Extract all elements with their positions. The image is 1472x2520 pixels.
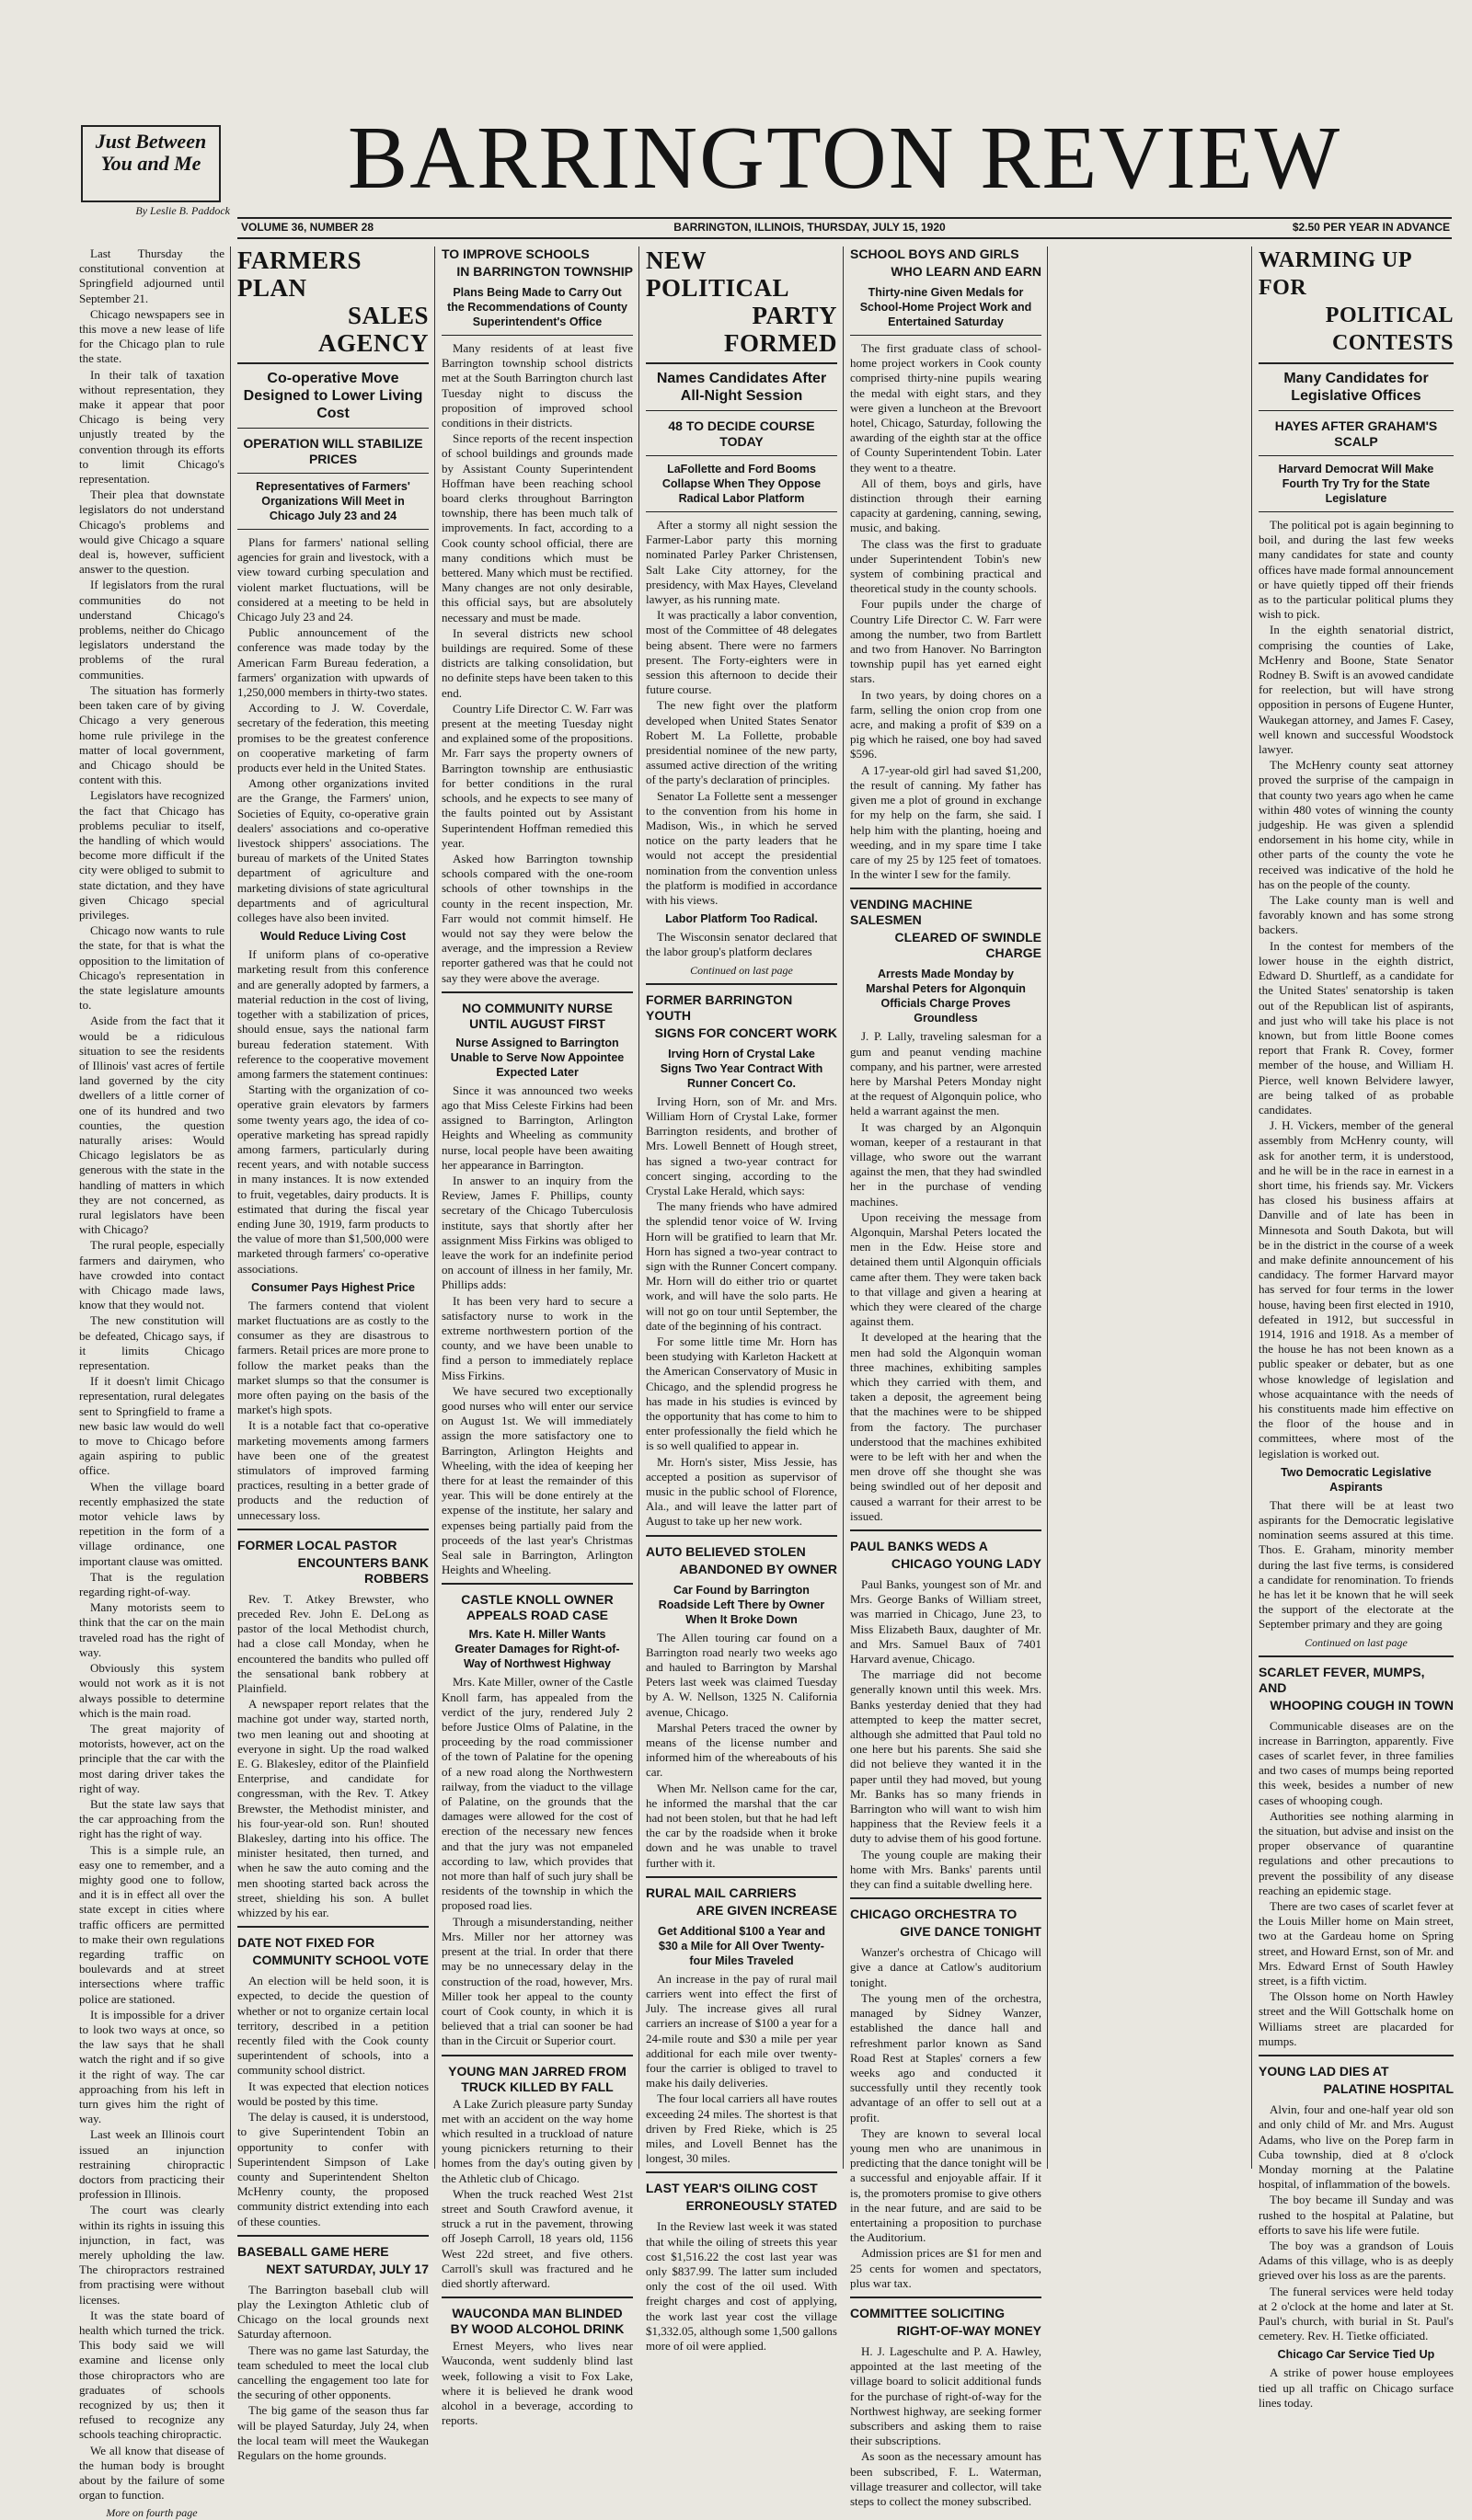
- col2-p2: [237, 947, 429, 1276]
- paragraph: The marriage did not become generally known until this week. Mrs. Banks yesterday denied that they had attempted to keep the matter secret, although she admitted that Paul told no one here but his parents. She said she did not believe they wanted it in the paper until they had moved, but young Mr. Banks has so many friends in Barrington who will want to wish him happiness that the Review feels it a duty to advise them of his good fortune.: [850, 1667, 1041, 1846]
- col4-p4: [646, 1631, 837, 1871]
- paragraph: In two years, by doing chores on a farm, selling the onion crop from one acre, and making a profit of $39 on a pig which he raised, one boy had saved $596.: [850, 687, 1041, 762]
- paragraph: Plans for farmers' national selling agencies for grain and livestock, with a view toward curbing speculation and violent market fluctuations, will be considered at a meeting to be held in Chicago July 23 and 24.: [237, 535, 429, 624]
- paragraph: The Wisconsin senator declared that the labor group's platform declares: [646, 930, 837, 959]
- paragraph: Communicable diseases are on the increase in Barrington, apparently. Five cases of scarlet fever, in three families and two cases of mumps being reported this week, besides a number of new cases of whooping cough.: [1259, 1718, 1454, 1807]
- paragraph: Public announcement of the conference was made today by the American Farm Bureau federation, a farmers' organization with upwards of 1,250,000 members in thirty-two states.: [237, 625, 429, 700]
- paragraph: Many residents of at least five Barrington township school districts met at the South Barrington church last Tuesday night to discuss the proposition of improved school conditions in their districts.: [442, 341, 633, 430]
- paragraph: Marshal Peters traced the owner by means of the license number and informed him of the whereabouts of his car.: [646, 1720, 837, 1780]
- col2-deck-2: OPERATION WILL STABILIZE PRICES: [243, 436, 423, 466]
- paragraph: Through a misunderstanding, neither Mrs. Miller nor her attorney was present at the trial. In order that there may be no unnecessary delay in the construction of the road, however, Mrs. Miller took her appeal to the county court of Cook county, in which it is believed that a trial can sooner be had than in the Circuit or Superior court.: [442, 1914, 633, 2048]
- paragraph: If it doesn't limit Chicago representation, rural delegates sent to Springfield to frame a new basic law would do well to move to Chicago before again aspiring to public office.: [79, 1374, 224, 1478]
- col6-continued: Continued on last page: [1305, 1635, 1408, 1649]
- col6-headline-1: WARMING UP FOR: [1259, 248, 1411, 300]
- paragraph: The new constitution will be defeated, Chicago says, if it limits Chicago representation.: [79, 1313, 224, 1373]
- paragraph: This is a simple rule, an easy one to remember, and a mighty good one to follow, and it is in effect all over the state except in cities where traffic officers are permitted to make their own regulations regarding traffic on boulevards and at street intersections where traffic police are stationed.: [79, 1842, 224, 2006]
- paragraph: Chicago newspapers see in this move a new lease of life for the Chicago plan to rule the state.: [79, 306, 224, 366]
- paragraph: Many motorists seem to think that the car on the main traveled road has the right of way.: [79, 1600, 224, 1659]
- paragraph: We all know that disease of the human body is brought about by the failure of some organ to function.: [79, 2443, 224, 2503]
- paragraph: It was the state board of health which turned the trick. This body said we will examine and license only those chiropractors who are graduates of schools recognized by us; then it refused to recognize any schools teaching chiropractic.: [79, 2308, 224, 2442]
- col4-story5-headline-2: ERRONEOUSLY STATED: [685, 2198, 837, 2214]
- paragraph: The first graduate class of school-home project workers in Cook county comprised thirty-nine pupils wearing the medal with eight stars, and they were given a luncheon at the Brevoort hotel, Chicago, Saturday, following the awarding of the eighth star at the office of County Superintendent Tobin. Later they went to a theatre.: [850, 341, 1041, 475]
- col2-p6: [237, 2283, 429, 2463]
- col4-deck-3: LaFollette and Ford Booms Collapse When They Oppose Radical Labor Platform: [661, 463, 822, 505]
- col4-deck-3b: Car Found by Barrington Roadside Left There by Owner When It Broke Down: [658, 1583, 825, 1626]
- paragraph: Obviously this system would not work as it is not always possible to determine which is the main road.: [79, 1661, 224, 1720]
- col6-deck-1: Many Candidates for Legislative Offices: [1283, 371, 1429, 404]
- col5-headline-1: SCHOOL BOYS AND GIRLS: [850, 246, 1019, 261]
- paragraph: The delay is caused, it is understood, to give Superintendent Tobin an opportunity to confer with Superintendent Simpson of Lake county and Superintendent Shelton McHenry county, the proposed community district extending into each of these counties.: [237, 2110, 429, 2228]
- paragraph: Paul Banks, youngest son of Mr. and Mrs. George Banks of William street, was married in Chicago, June 23, to Miss Elizabeth Baux, daughter of Mr. and Mrs. Samuel Baux of 7401 Harvard avenue, Chicago.: [850, 1577, 1041, 1667]
- paragraph: When the truck reached West 21st street and South Crawford avenue, it struck a rut in the pavement, throwing off Joseph Carroll, 18 years old, 1156 West 22d street, and five others. Carroll's skull was fractured and he died shortly afterward.: [442, 2186, 633, 2290]
- masthead-price: $2.50 PER YEAR IN ADVANCE: [1292, 221, 1450, 234]
- col5-story4-headline-1: CHICAGO ORCHESTRA TO: [850, 1907, 1018, 1922]
- paragraph: The class was the first to graduate under Superintendent Tobin's new system of combining practical and theoretical study in the county schools.: [850, 536, 1041, 596]
- col2-deck-1: Co-operative Move Designed to Lower Living Cost: [243, 371, 423, 421]
- column-rule: [843, 246, 844, 2169]
- column-rule: [1047, 246, 1048, 2169]
- col3-p5: [442, 2339, 633, 2428]
- col5-p1: [850, 341, 1041, 882]
- paragraph: It developed at the hearing that the men had sold the Algonquin woman three machines, exhibiting samples which they carried with them, and taken a deposit, the agreement being that the machines were to be shipped from the factory. The purchaser understood that the machines exhibited were to be left with her and when the men drove off she thought she was being swindled out of her deposit and caused a warrant for their arrest to be issued.: [850, 1330, 1041, 1523]
- paragraph: The court was clearly within its rights in issuing this injunction, in fact, was merely upholding the law. The chiropractors restrained from practising were without licenses.: [79, 2203, 224, 2307]
- masthead-title: BARRINGTON REVIEW: [347, 109, 1342, 208]
- column-4: [646, 246, 837, 2354]
- paragraph: Admission prices are $1 for men and 25 cents for women and spectators, plus war tax.: [850, 2246, 1041, 2290]
- col4-story3-headline-2: ABANDONED BY OWNER: [679, 1561, 837, 1576]
- col6-story3-headline-2: PALATINE HOSPITAL: [1323, 2081, 1454, 2097]
- paragraph: Last Thursday the constitutional convention at Springfield adjourned until September 21.: [79, 246, 224, 305]
- column-rule: [434, 246, 435, 2169]
- col5-headline-2: WHO LEARN AND EARN: [891, 264, 1041, 279]
- col4-deck-4b: Get Additional $100 a Year and $30 a Mile for All Over Twenty-four Miles Traveled: [657, 1924, 825, 1967]
- col2-story3-headline-2: COMMUNITY SCHOOL VOTE: [252, 1953, 429, 1968]
- paragraph: The Barrington baseball club will play the Lexington Athletic club of Chicago on the local grounds next Saturday afternoon.: [237, 2282, 429, 2342]
- col4-story2-headline-1: FORMER BARRINGTON YOUTH: [646, 991, 793, 1023]
- paragraph: The boy was a grandson of Louis Adams of this village, who is as deeply grieved over his loss as are the parents.: [1259, 2238, 1454, 2283]
- paragraph: That is the regulation regarding right-of-way.: [79, 1569, 224, 1599]
- col5-deck-2b: Arrests Made Monday by Marshal Peters for Algonquin Officials Charge Proves Groundless: [866, 968, 1026, 1025]
- col3-headline-1: TO IMPROVE SCHOOLS: [442, 246, 590, 261]
- paragraph: When the village board recently emphasized the state motor vehicle laws by repetition in the form of a village ordinance, one important clause was omitted.: [79, 1479, 224, 1568]
- paragraph: The farmers contend that violent market fluctuations are as costly to the consumer as they are disastrous to farmers. Retail prices are more prone to follow the market peaks than the market slumps so that the consumer is more often paying on the basis of the market's high spots.: [237, 1298, 429, 1417]
- paragraph: It is impossible for a driver to look two ways at once, so the law says that he shall watch the right and if so give it the right of way. The car approaching from his left in turn gives him the right of way.: [79, 2007, 224, 2126]
- paragraph: There are two cases of scarlet fever at the Louis Miller home on Main street, two at the Gardeau home on Spring street, and Howard Ernst, son of Mr. and Mrs. Edward Ernst of South Hawley street, is a fifth victim.: [1259, 1899, 1454, 1988]
- paragraph: As soon as the necessary amount has been subscribed, F. L. Waterman, village treasurer and collector, will take steps to collect the money subscribed.: [850, 2449, 1041, 2508]
- paragraph: J. H. Vickers, member of the general assembly from McHenry county, will ask for another term, it is understood, and he will be in the race in earnest in a short time, his friends say. Mr. Vickers has closed his business affairs at Danville and of late has been in Minnesota and South Dakota, but will be in the district in the course of a week and make definite announcement of his candidacy. The former Harvard mayor has served for four terms in the lower house, having been first elected in 1910, defeated in 1912, but successful in 1914, 1916 and 1918. As a member of the house he has not been known as a public speaker or debater, but as one whose knowledge of legislation and whose acquaintance with the needs of his constituents made him effective on the floor of the house and in committees, where most of the legislation is worked out.: [1259, 1118, 1454, 1460]
- col2-headline-2: SALES AGENCY: [317, 302, 429, 357]
- column-rule: [230, 246, 231, 2169]
- paragraph: It has been very hard to secure a satisfactory nurse to work in the extreme northwestern portion of the county, and we have been unable to find a person to immediately replace Miss Firkins.: [442, 1293, 633, 1382]
- paragraph: After a stormy all night session the Farmer-Labor party this morning nominated Parley Parker Christensen, Salt Lake City attorney, for the presidency, with Max Hayes, Cleveland lawyer, as his running mate.: [646, 518, 837, 607]
- col2-p1: [237, 535, 429, 925]
- col1-continued: More on fourth page: [106, 2506, 198, 2520]
- paragraph: The young couple are making their home with Mrs. Banks' parents until they can find a suitable dwelling here.: [850, 1847, 1041, 1892]
- column-box: [81, 125, 221, 202]
- col6-p4: [1259, 2102, 1454, 2343]
- col2-headline-1: FARMERS PLAN: [237, 246, 362, 302]
- paragraph: The great majority of motorists, however, act on the principle that the car with the most daring driver takes the right of way.: [79, 1721, 224, 1795]
- paragraph: Alvin, four and one-half year old son and only child of Mr. and Mrs. August Adams, who live on the Porep farm in Cuba township, died at 8 o'clock Monday morning at the Palatine hospital, of inflammation of the bowels.: [1259, 2102, 1454, 2192]
- col4-deck-2: 48 TO DECIDE COURSE TODAY: [668, 418, 815, 449]
- masthead-volume: VOLUME 36, NUMBER 28: [241, 221, 374, 234]
- paragraph: In the contest for members of the lower house in the eighth district, Edward D. Shurtleff, as a candidate for the United States' senatorship is taken out of the Republican list of aspirants, and just who will take his place is not known, but from little Boone comes report that Frank R. Covey, former member of the house, and William H. Pierce, well known Belvidere lawyer, are being talked of as probable candidates.: [1259, 938, 1454, 1117]
- col2-story3-headline-1: DATE NOT FIXED FOR: [237, 1935, 375, 1951]
- col5-p4: [850, 1945, 1041, 2291]
- paragraph: The Lake county man is well and favorably known and has some strong backers.: [1259, 893, 1454, 937]
- paragraph: Four pupils under the charge of Country Life Director C. W. Farr were among the number, two from Bartlett and two from Hanover. No Barrington township pupil has yet earned eight stars.: [850, 597, 1041, 686]
- paragraph: In answer to an inquiry from the Review, James F. Phillips, county secretary of the Chicago Tuberculosis institute, says that shortly after her assignment Miss Firkins was obliged to leave the work for an indefinite period on account of illness in her family, Mr. Phillips adds:: [442, 1173, 633, 1292]
- col3-story5-headline: WAUCONDA MAN BLINDED BY WOOD ALCOHOL DRINK: [450, 2306, 625, 2337]
- paragraph: Starting with the organization of co-operative grain elevators by farmers some twenty years ago, the idea of co-operative marketing has spread rapidly among farmers, particularly during recent years, and with notable success in many instances. It is now extended to fruit, vegetables, dairy products. It is estimated that during the fiscal year ending June 30, 1919, farm products to the value of more than $1,500,000 were marketed through farmers' co-operative associations.: [237, 1082, 429, 1276]
- paragraph: The political pot is again beginning to boil, and during the last few weeks many candidates for state and county offices have made formal announcement or have quietly tipped off their friends as to the particular political plums they wish to pick.: [1259, 518, 1454, 622]
- paragraph: Chicago now wants to rule the state, for that is what the opposition to the limitation of Chicago's representation in the state legislature amounts to.: [79, 923, 224, 1013]
- col6-story2-headline-2: WHOOPING COUGH IN TOWN: [1270, 1697, 1454, 1712]
- paragraph: If uniform plans of co-operative marketing result from this conference and are generally adopted by farmers, a material reduction in the cost of living, together with a stabilization of prices, should ensue, says the national farm bureau federation statement. With reference to the cooperative movement among farmers the statement continues:: [237, 947, 429, 1081]
- paragraph: The situation has formerly been taken care of by giving Chicago a very generous home rule privilege in the matter of local government, and Chicago should be content with this.: [79, 682, 224, 787]
- col6-headline-2: POLITICAL CONTESTS: [1325, 304, 1454, 355]
- paragraph: Mr. Horn's sister, Miss Jessie, has accepted a position as supervisor of music in the public school of Florence, Ala., and will leave the latter part of August to take up her new work.: [646, 1454, 837, 1529]
- paragraph: A Lake Zurich pleasure party Sunday met with an accident on the way home which resulted in a truckload of nature young picnickers returning to their homes from the day's outing given by the Athletic club of Chicago.: [442, 2096, 633, 2185]
- paragraph: There was no game last Saturday, the team scheduled to meet the local club cancelling the engagement too late for the securing of other opponents.: [237, 2342, 429, 2402]
- paragraph: Country Life Director C. W. Farr was present at the meeting Tuesday night and explained some of the propositions. Mr. Farr says the property owners of Barrington township are enthusiastic for better conditions in the rural schools, and he expects to see many of the faults pointed out by Assistant Superintendent Hoffman remedied this year.: [442, 701, 633, 850]
- col2-story4-headline-2: NEXT SATURDAY, JULY 17: [266, 2261, 429, 2276]
- masthead-rule-top: [237, 217, 1452, 219]
- paragraph: Since reports of the recent inspection of school buildings and grounds made by Assistant County Superintendent Hoffman have been reaching school board clerks throughout Barrington township, there has been much talk of improvements. In fact, according to a Cook county school official, there are many conditions which must be bettered. Many which must be rectified. Many changes are not only desirable, this official says, but are absolutely necessary and must be made.: [442, 431, 633, 624]
- col4-deck-1: Names Candidates After All-Night Session: [656, 371, 827, 404]
- paragraph: Authorities see nothing alarming in the situation, but advise and insist on the proper observance of quarantine regulations and other precautions to prevent the possibility of any disease reaching an epidemic stage.: [1259, 1808, 1454, 1897]
- paragraph: Mrs. Kate Miller, owner of the Castle Knoll farm, has appealed from the verdict of the jury, rendered July 2 before Justice Olms of Palatine, in the proceeding by the road commissioner of the town of Palatine for the opening of a new road along the Northwestern railway, from the viaduct to the village of Palatine, on the grounds that the damages were allowed for the cost of erection of the necessary new fences and that the jury was not empaneled according to law, which provides that not more than half of such jury shall be residents of the township in which the proposed road lies.: [442, 1675, 633, 1913]
- paragraph: Upon receiving the message from Algonquin, Marshal Peters located the men in the Edw. Heise store and detained them until Algonquin officials came after them. They were taken back to that village and given a hearing at which they were cleared of the charge against them.: [850, 1209, 1041, 1329]
- col4-p5: [646, 1972, 837, 2167]
- col4-headline-2: PARTY FORMED: [724, 302, 837, 357]
- col5-story4-headline-2: GIVE DANCE TONIGHT: [900, 1924, 1041, 1940]
- col5-story3-headline-1: PAUL BANKS WEDS A: [850, 1539, 988, 1554]
- paragraph: It was practically a labor convention, most of the Committee of 48 delegates being absent. There were no farmers present. The Forty-eighters were in session this afternoon to decide their future course.: [646, 608, 837, 697]
- paragraph: An increase in the pay of rural mail carriers went into effect the first of July. The increase gives all rural carriers an increase of $100 a year for a 24-mile route and $30 a mile per year additional for each mile over twenty-four the carrier is obliged to travel to make his daily deliveries.: [646, 1971, 837, 2090]
- paragraph: When Mr. Nellson came for the car, he informed the marshal that the car had not been stolen, but that he had left the car by the roadside when it broke down and he was unable to travel further with it.: [646, 1781, 837, 1870]
- col5-story5-headline-2: RIGHT-OF-WAY MONEY: [896, 2322, 1041, 2338]
- col5-story2-headline-1: VENDING MACHINE SALESMEN: [850, 897, 973, 928]
- column-rule: [638, 246, 639, 2169]
- col2-story2-headline-2: ENCOUNTERS BANK ROBBERS: [297, 1554, 429, 1586]
- paragraph: The boy became ill Sunday and was rushed to the hospital at Palatine, but efforts to save his life were futile.: [1259, 2193, 1454, 2237]
- col4-continued: Continued on last page: [690, 963, 793, 977]
- paragraph: The rural people, especially farmers and dairymen, who have crowded into contact with Chicago made laws, know that they would not.: [79, 1238, 224, 1312]
- col3-deck-2: Nurse Assigned to Barrington Unable to Serve Now Appointee Expected Later: [450, 1036, 625, 1079]
- column-box-title-1: Just Between: [95, 130, 207, 153]
- paragraph: In their talk of taxation without representation, they make it appear that poor Chicago is being very unjustly treated by the convention through its efforts to limit Chicago's representation.: [79, 367, 224, 487]
- paragraph: A newspaper report relates that the machine got under way, started north, two men leaning out and shooting at everyone in sight. Up the road walked E. G. Blakesley, editor of the Plainfield Enterprise, and candidate for congressman, with the Rev. T. Atkey Brewster, the Methodist minister, and his four-year-old son. Run! shouted Blakesley, darting into his office. The minister hesitated, then turned, and when he saw the auto coming and the men shooting started back across the street, shielding his son. A bullet whizzed by his ear.: [237, 1697, 429, 1920]
- col3-p2: [442, 1083, 633, 1578]
- col4-story4-headline-1: RURAL MAIL CARRIERS: [646, 1884, 797, 1900]
- col6-story2-headline-1: SCARLET FEVER, MUMPS, AND: [1259, 1664, 1425, 1695]
- col4-headline-1: NEW POLITICAL: [646, 246, 790, 302]
- paragraph: Their plea that downstate legislators do not understand Chicago's problems and would give Chicago a square deal is, however, sufficient answer to the question.: [79, 487, 224, 577]
- paragraph: The Olsson home on North Hawley street and the Will Gottschalk home on Williams street are placarded for mumps.: [1259, 1989, 1454, 2048]
- paragraph: The big game of the season thus far will be played Saturday, July 24, when the local team will meet the Waukegan Regulars on the home grounds.: [237, 2403, 429, 2462]
- col6-p1: [1259, 518, 1454, 1461]
- paragraph: Senator La Follette sent a messenger to the convention from his home in Madison, Wis., in which he served notice on the party leaders that he would not accept the presidential nomination from the convention unless the platform is modified in accordance with his views.: [646, 788, 837, 908]
- col4-p1: [646, 518, 837, 908]
- paragraph: The Allen touring car found on a Barrington road nearly two weeks ago and hauled to Barrington by Marshal Peters last week was claimed Tuesday by A. W. Nellson, 1325 N. California avenue, Chicago.: [646, 1630, 837, 1719]
- paragraph: Rev. T. Atkey Brewster, who preceded Rev. John E. DeLong as pastor of the local Methodist church, had a close call Monday, when he encountered the bandits who pulled off the sensational bank robbery at Plainfield.: [237, 1591, 429, 1696]
- column-6: [1259, 246, 1454, 2410]
- paragraph: For some little time Mr. Horn has been studying with Karleton Hackett at the American Conservatory of Music in Chicago, and the splendid progress he has made in his studies is evinced by the opportunity that has come to him to enter professionally the field which he is so well qualified to appear in.: [646, 1334, 837, 1453]
- col4-p6: [646, 2219, 837, 2354]
- col4-story3-headline-1: AUTO BELIEVED STOLEN: [646, 1543, 806, 1559]
- paragraph: An election will be held soon, it is expected, to decide the question of whether or not to organize certain local territory, described in a petition recently filed with the Cook county superintendent of schools, into a community school district.: [237, 1974, 429, 2078]
- col3-deck-1: Plans Being Made to Carry Out the Recommendations of County Superintendent's Office: [447, 286, 627, 328]
- col6-sub-1: Two Democratic Legislative Aspirants: [1281, 1465, 1432, 1494]
- paragraph: A strike of power house employees tied up all traffic on Chicago surface lines today.: [1259, 2365, 1454, 2410]
- paragraph: We have secured two exceptionally good nurses who will enter our service on August 1st. We will immediately assign the more satisfactory one to Barrington, Arlington Heights and Wheeling, with the idea of keeping her there for at least the remainder of this year. This will be done entirely at the expense of the institute, her salary and expenses being partially paid from the proceeds of the last year's Christmas Seal sale in Barrington, Arlington Heights and Wheeling.: [442, 1383, 633, 1577]
- paragraph: That there will be at least two aspirants for the Democratic legislative nomination seems assured at this time. Thos. E. Graham, minority member during the last five terms, is considered a candidate for renomination. To friends he has let it be known that he will seek the support of the electorate at the September primary and they are going: [1259, 1497, 1454, 1632]
- paragraph: The McHenry county seat attorney proved the surprise of the campaign in that county two years ago when he came within 480 votes of winning the county judgeship. He was given a splendid endorsement in his home city, while in other parts of the county the vote he received was indicative of the hold he has on the people of the county.: [1259, 758, 1454, 891]
- col4-story4-headline-2: ARE GIVEN INCREASE: [696, 1902, 837, 1918]
- col2-deck-3: Representatives of Farmers' Organizations Will Meet in Chicago July 23 and 24: [256, 480, 410, 522]
- col1-paragraphs: [79, 246, 224, 2503]
- paragraph: J. P. Lally, traveling salesman for a gum and peanut vending machine company, and his partner, were arrested here by Marshal Peters Monday night at the request of Algonquin police, who held a warrant against the men.: [850, 1029, 1041, 1118]
- col4-story5-headline-1: LAST YEAR'S OILING COST: [646, 2181, 818, 2196]
- col4-p3: [646, 1094, 837, 1529]
- paragraph: Ernest Meyers, who lives near Wauconda, went suddenly blind last week, following a visit to Fox Lake, where it is believed he drank wood alcohol in a beverage, according to reports.: [442, 2339, 633, 2428]
- col2-p5: [237, 1974, 429, 2228]
- column-box-byline: By Leslie B. Paddock: [135, 204, 230, 217]
- col5-deck-1: Thirty-nine Given Medals for School-Home Project Work and Entertained Saturday: [859, 286, 1032, 328]
- col3-story3-headline: CASTLE KNOLL OWNER APPEALS ROAD CASE: [461, 1592, 614, 1623]
- col2-sub-2: Consumer Pays Highest Price: [251, 1280, 415, 1294]
- paragraph: A 17-year-old girl had saved $1,200, the result of canning. My father has given me a plot of ground in exchange for my help on the farm, she said. I help him with the planting, hoeing and weeding, and in my spare time I take care of my 25 by 125 feet of tomatoes. In the winter I sew for the family.: [850, 762, 1041, 882]
- masthead-rule-bottom: [237, 237, 1452, 239]
- col6-sub-2: Chicago Car Service Tied Up: [1277, 2348, 1435, 2362]
- col4-p2: [646, 930, 837, 959]
- col5-story2-headline-2: CLEARED OF SWINDLE CHARGE: [894, 930, 1041, 961]
- paragraph: In several districts new school buildings are required. Some of these districts are talking consolidation, but no definite steps have been taken to this end.: [442, 625, 633, 700]
- col5-p2: [850, 1029, 1041, 1524]
- col3-p4: [442, 2097, 633, 2292]
- paragraph: It was expected that election notices would be posted by this time.: [237, 2079, 429, 2108]
- paragraph: All of them, boys and girls, have distinction through their earning capacity at gardening, canning, sewing, music, and baking.: [850, 475, 1041, 535]
- col3-story4-headline: YOUNG MAN JARRED FROM TRUCK KILLED BY FALL: [448, 2063, 627, 2094]
- paragraph: The four local carriers all have routes exceeding 24 miles. The shortest is that driven by Fred Rieke, which is 25 miles, and Lovell Bennet has the longest, 30 miles.: [646, 2091, 837, 2166]
- col4-sub-1: Labor Platform Too Radical.: [665, 912, 818, 926]
- paragraph: The funeral services were held today at 2 o'clock at the home and later at St. Paul's church, with burial in St. Paul's cemetery. Rev. H. Tietke officiated.: [1259, 2284, 1454, 2343]
- column-5: [850, 246, 1041, 2508]
- paragraph: The many friends who have admired the splendid tenor voice of W. Irving Horn will be gratified to learn that Mr. Horn has signed a two-year contract to sign with the Runner Concert company. Mr. Horn will do either trio or quartet work, and will have the solo parts. He will not go on tour until September, the date of the beginning of his contract.: [646, 1199, 837, 1333]
- col5-p5: [850, 2344, 1041, 2509]
- paragraph: Aside from the fact that it would be a ridiculous situation to see the residents of Illinois' vast acres of fertile land governed by the city dwellers of a little corner of one of its hundred and two counties, the question naturally arises: Would Chicago legislators be as generous with the state in the handling of matters in which they are not concerned, as rural legislators have been with Chicago?: [79, 1014, 224, 1237]
- col3-p1: [442, 341, 633, 986]
- column-1: [79, 246, 224, 2520]
- col3-headline-2: IN BARRINGTON TOWNSHIP: [456, 264, 633, 279]
- col5-p3: [850, 1577, 1041, 1892]
- col5-story5-headline-1: COMMITTEE SOLICITING: [850, 2305, 1005, 2320]
- col4-story2-headline-2: SIGNS FOR CONCERT WORK: [654, 1025, 837, 1040]
- paragraph: H. J. Lageschulte and P. A. Hawley, appointed at the last meeting of the village board to solicit additional funds for the purchase of right-of-way for the Northwest highway, are seeking former subscribers and asking them to raise their subscriptions.: [850, 2343, 1041, 2448]
- paragraph: Among other organizations invited are the Grange, the Farmers' union, Societies of Equity, co-operative grain dealers' associations and co-operative livestock shippers' associations. The bureau of markets of the United States department of agriculture and marketing divisions of state agricultural departments and of agricultural colleges have also been invited.: [237, 776, 429, 925]
- paragraph: Last week an Illinois court issued an injunction restraining chiropractic doctors from practicing their profession in Illinois.: [79, 2127, 224, 2202]
- col2-sub-1: Would Reduce Living Cost: [259, 930, 407, 944]
- column-box-title-2: You and Me: [100, 152, 201, 175]
- column-rule: [1251, 246, 1252, 2169]
- col2-p4: [237, 1592, 429, 1920]
- paragraph: Wanzer's orchestra of Chicago will give a dance at Catlow's auditorium tonight.: [850, 1945, 1041, 1989]
- col6-p2: [1259, 1498, 1454, 1632]
- paragraph: Asked how Barrington township schools compared with the one-room schools of other townships in the county in the recent inspection, Mr. Farr would not commit himself. He would not say they were below the average, and the impression a Review reporter gathered was that he could not say they were above the average.: [442, 851, 633, 985]
- col6-p5: [1259, 2365, 1454, 2411]
- col3-deck-3: Mrs. Kate H. Miller Wants Greater Damages for Right-of-Way of Northwest Highway: [454, 1628, 620, 1671]
- col3-p3: [442, 1675, 633, 2048]
- paragraph: It is a notable fact that co-operative marketing movements among farmers have been one of the greatest stimulators of improved farming practices, resulting in a better grade of products and the reduction of unnecessary loss.: [237, 1418, 429, 1522]
- paragraph: In the Review last week it was stated that while the oiling of streets this year cost $1,516.22 the cost last year was only $837.99. The latter sum included only the cost of the oil used. With freight charges and cost of applying, the work last year cost the village $1,332.05, although some 1,500 gallons more of oil were applied.: [646, 2219, 837, 2354]
- column-2: [237, 246, 429, 2462]
- paragraph: Irving Horn, son of Mr. and Mrs. William Horn of Crystal Lake, former Barrington residents, and brother of Mrs. Lowell Bennett of Hough street, has signed a two-year contract for concert singing, according to the Crystal Lake Herald, which says:: [646, 1094, 837, 1197]
- paragraph: According to J. W. Coverdale, secretary of the federation, this meeting promises to be the greatest conference on cooperative marketing of farm products ever held in the United States.: [237, 701, 429, 775]
- paragraph: The young men of the orchestra, managed by Sidney Wanzer, established the dance hall and refreshment parlor known as Sand Road Rest at Staples' corners a few weeks ago and conducted it successfully until they recently took advantage of an offer to sell out at a profit.: [850, 1990, 1041, 2125]
- col6-deck-3: Harvard Democrat Will Make Fourth Try Try for the State Legislature: [1278, 463, 1434, 505]
- paragraph: The new fight over the platform developed when United States Senator Robert M. La Follette, probable presidential nominee of the new party, assumed active direction of the writing of the party's declaration of principles.: [646, 698, 837, 787]
- paragraph: But the state law says that the car approaching from the right has the right of way.: [79, 1796, 224, 1841]
- masthead-dateline: BARRINGTON, ILLINOIS, THURSDAY, JULY 15, 1920: [673, 221, 946, 234]
- paragraph: In the eighth senatorial district, comprising the counties of Lake, McHenry and Boone, State Senator Rodney B. Swift is an avowed candidate for reelection, but will have strong opposition in persons of Eugene Hunter, Waukegan attorney, and James F. Casey, well known and successful Woodstock lawyer.: [1259, 623, 1454, 757]
- col5-story3-headline-2: CHICAGO YOUNG LADY: [891, 1556, 1041, 1572]
- paragraph: Legislators have recognized the fact that Chicago has problems peculiar to itself, the handling of which would become more difficult if the city were obliged to submit to state dictation, and they have given Chicago special privileges.: [79, 788, 224, 922]
- col3-story2-headline: NO COMMUNITY NURSE UNTIL AUGUST FIRST: [462, 1000, 613, 1031]
- col2-story4-headline-1: BASEBALL GAME HERE: [237, 2243, 389, 2259]
- paragraph: If legislators from the rural communities do not understand Chicago's problems, neither do Chicago legislators understand the problems of the rural communities.: [79, 578, 224, 682]
- col6-p3: [1259, 1719, 1454, 2049]
- col6-deck-2: HAYES AFTER GRAHAM'S SCALP: [1274, 418, 1438, 449]
- paragraph: They are known to several local young men who are unanimous in predicting that the dance tonight will be a successful and enjoyable affair. If it is, the promoters promise to give others in the near future, and are said to be entertaining a proposition to purchase the Auditorium.: [850, 2125, 1041, 2245]
- paragraph: It was charged by an Algonquin woman, keeper of a restaurant in that village, who swore out the warrant against the men, that they had swindled her in the purchase of vending machines.: [850, 1119, 1041, 1208]
- paragraph: Since it was announced two weeks ago that Miss Celeste Firkins had been assigned to Barrington, Arlington Heights and Wheeling as community nurse, local people have been awaiting her appearance in Barrington.: [442, 1082, 633, 1172]
- column-3: [442, 246, 633, 2428]
- col4-deck-2b: Irving Horn of Crystal Lake Signs Two Year Contract With Runner Concert Co.: [660, 1047, 823, 1090]
- col6-story3-headline-1: YOUNG LAD DIES AT: [1259, 2064, 1389, 2079]
- col2-p3: [237, 1299, 429, 1523]
- col2-story2-headline-1: FORMER LOCAL PASTOR: [237, 1537, 397, 1552]
